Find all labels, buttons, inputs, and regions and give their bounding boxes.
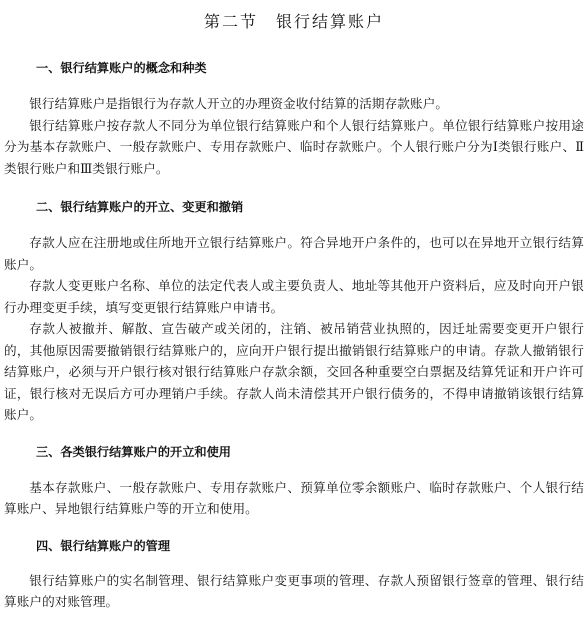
paragraph-account-opening: 存款人应在注册地或住所地开立银行结算账户。符合异地开户条件的，也可以在异地开立银行结算账户。 <box>4 235 584 272</box>
paragraph-account-definition: 银行结算账户是指银行为存款人开立的办理资金收付结算的活期存款账户。 <box>29 96 449 111</box>
heading-account-concept-types: 一、银行结算账户的概念和种类 <box>36 61 207 75</box>
paragraph-account-closing: 存款人被撤并、解散、宣告破产或关闭的，注销、被吊销营业执照的，因迁址需要变更开户银行的，其他原因需要撤销银行结算账户的，应向开户银行提出撤销银行结算账户的申请。存款人撤销银行结算账户，必须与开户银行核对银行结算账户存款余额，交回各种重要空白票据及结算凭证和开户许可证，银行核对无误后方可办理销户手续。存款人尚未清偿其开户银行债务的，不得申请撤销该银行结算账户。 <box>4 321 584 422</box>
section-number: 第二节 <box>203 12 258 31</box>
section-name: 银行结算账户 <box>276 12 385 31</box>
heading-account-management: 四、银行结算账户的管理 <box>36 538 171 553</box>
section-title <box>4 0 584 40</box>
heading-account-opening-usage: 三、各类银行结算账户的开立和使用 <box>36 444 231 459</box>
heading-open-change-close: 二、银行结算账户的开立、变更和撤销 <box>36 200 244 214</box>
paragraph-account-kinds-usage: 基本存款账户、一般存款账户、专用存款账户、预算单位零余额账户、临时存款账户、个人银行结算账户、异地银行结算账户等的开立和使用。 <box>4 479 584 516</box>
paragraph-account-management: 银行结算账户的实名制管理、银行结算账户变更事项的管理、存款人预留银行签章的管理、银行结算账户的对账管理。 <box>4 572 584 609</box>
paragraph-account-classification: 银行结算账户按存款人不同分为单位银行结算账户和个人银行结算账户。单位银行结算账户按用途分为基本存款账户、一般存款账户、专用存款账户、临时存款账户。个人银行账户分为Ⅰ类银行账户、Ⅱ类银行账户和Ⅲ类银行账户。 <box>4 117 584 176</box>
paragraph-account-change: 存款人变更账户名称、单位的法定代表人或主要负责人、地址等其他开户资料后，应及时向开户银行办理变更手续，填写变更银行结算账户申请书。 <box>4 278 584 315</box>
